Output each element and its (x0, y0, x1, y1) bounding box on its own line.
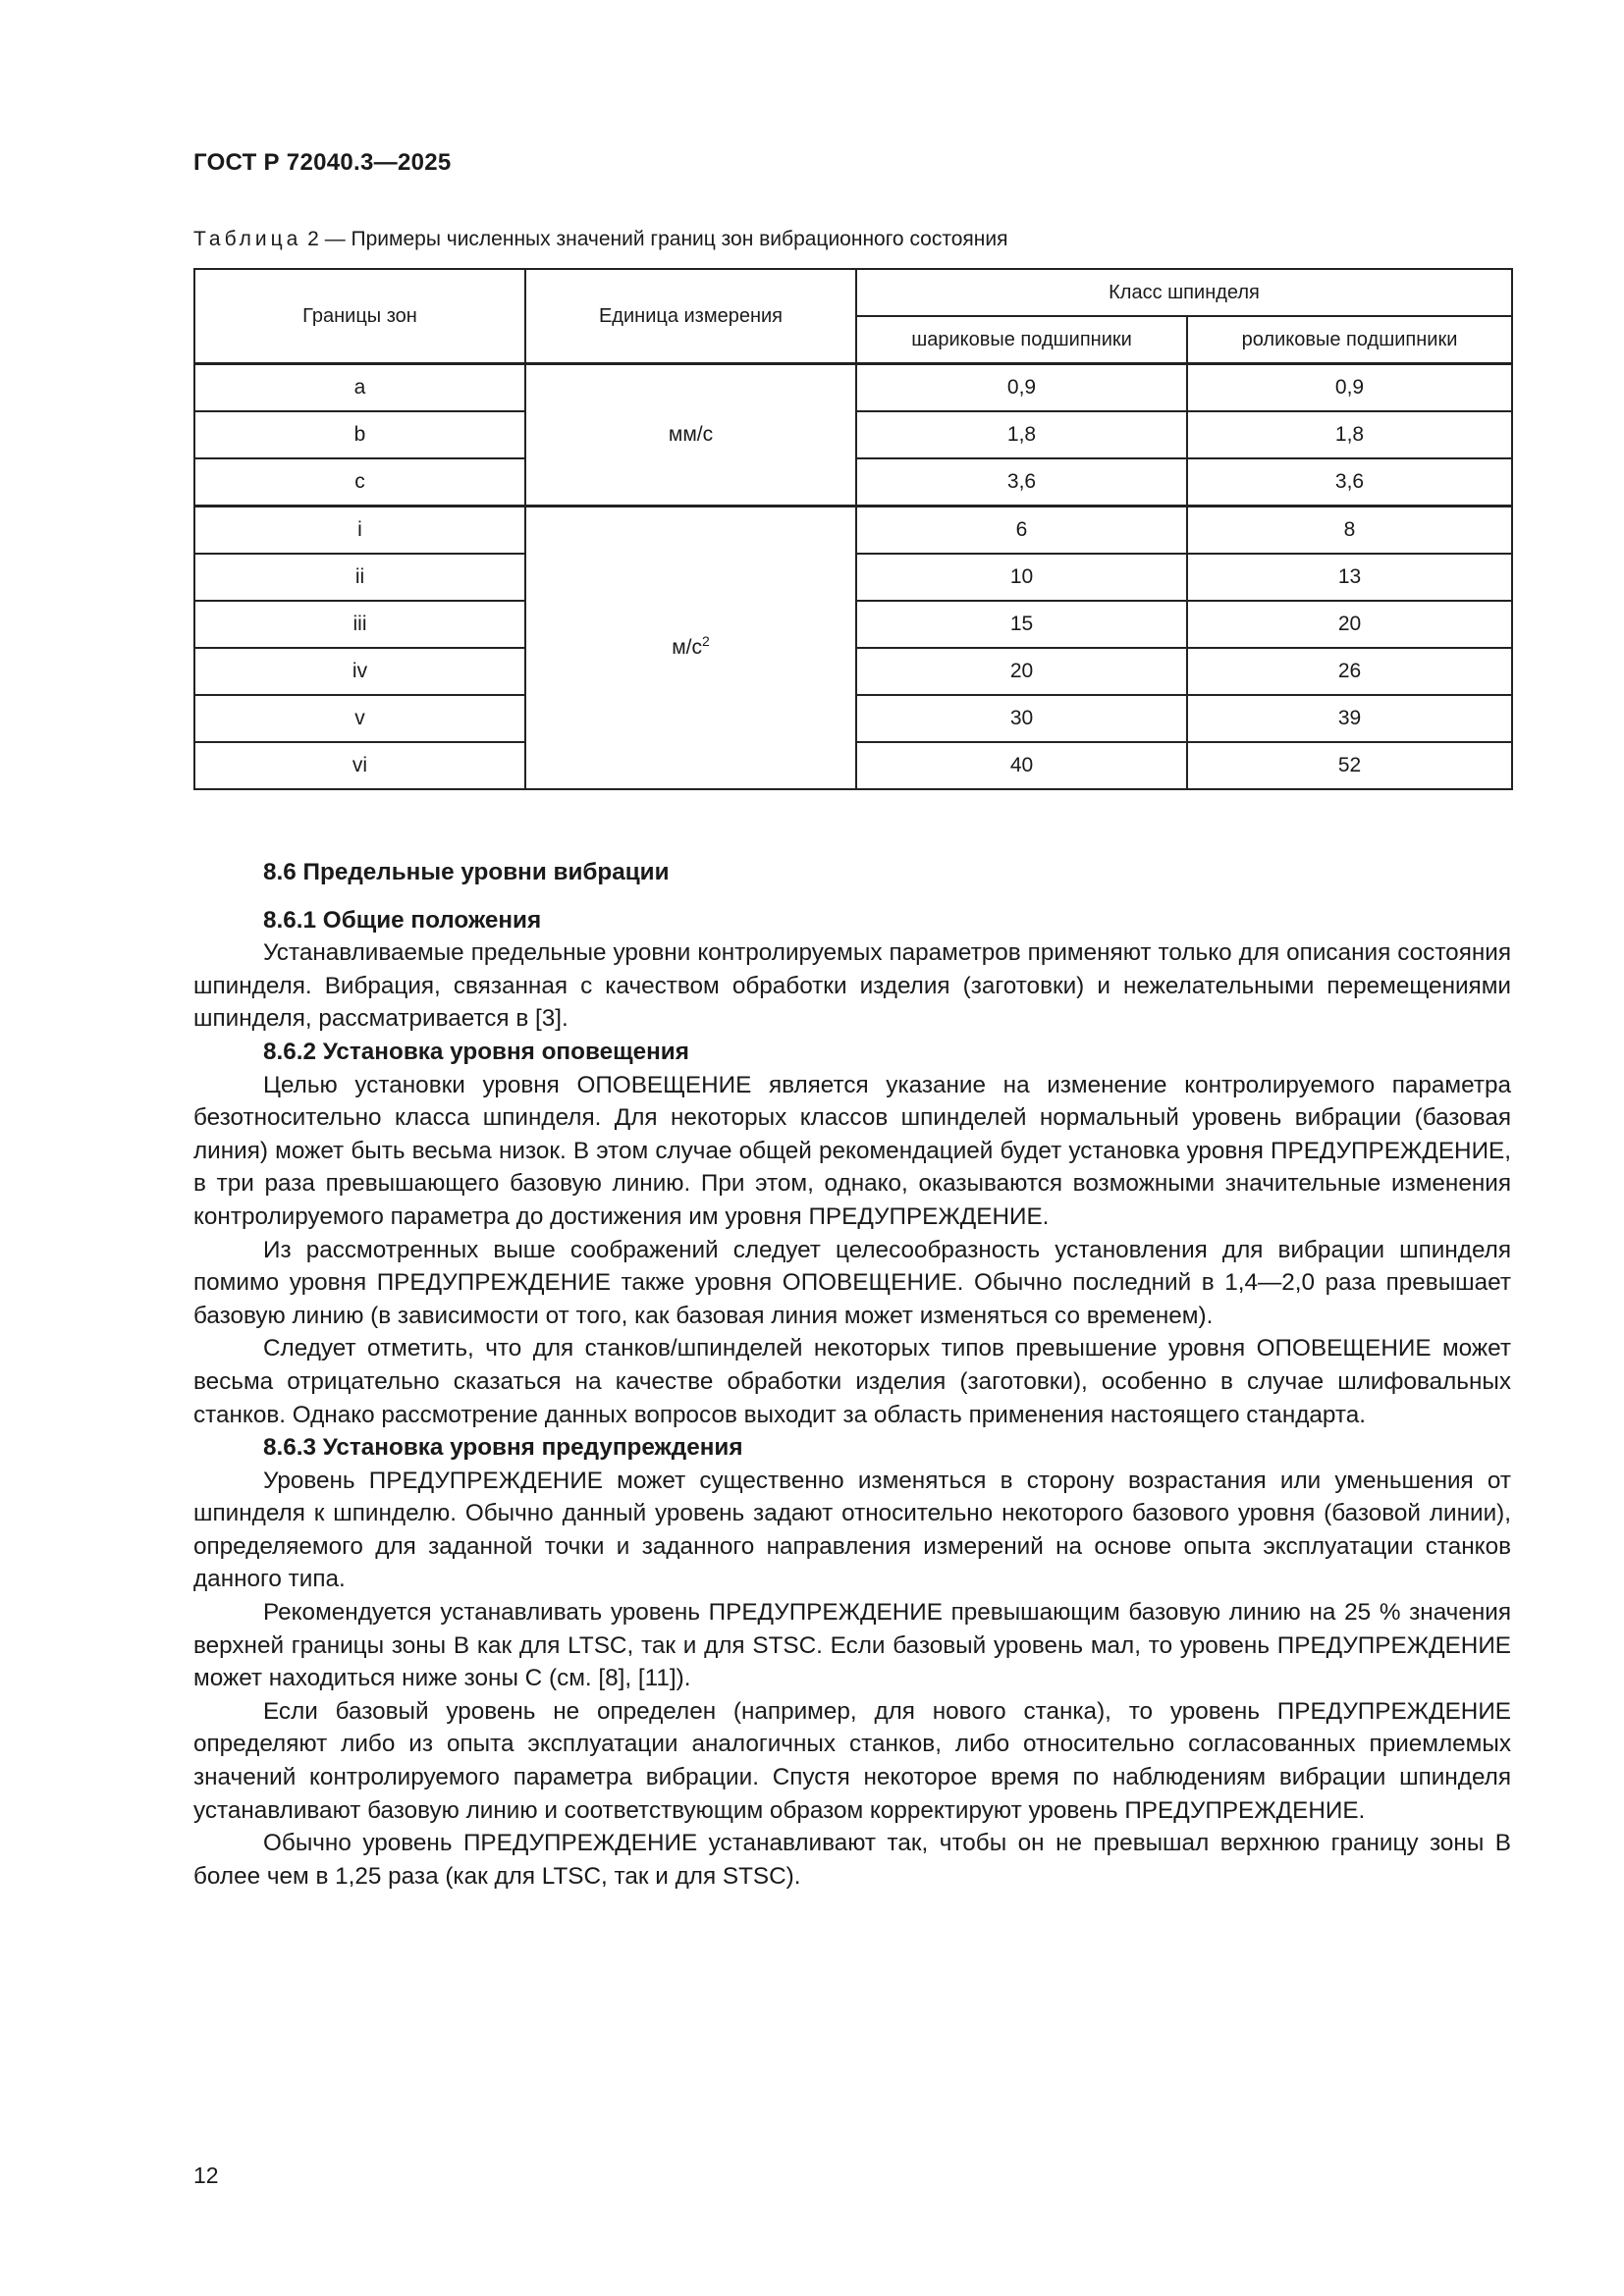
table-row (194, 507, 1512, 555)
unit-cell-acceleration (525, 507, 856, 790)
ball-value-cell: 1,8 (856, 411, 1187, 458)
roller-value-cell: 0,9 (1187, 364, 1512, 412)
zone-cell: iv (194, 648, 525, 695)
zone-cell: b (194, 411, 525, 458)
ball-value-cell: 0,9 (856, 364, 1187, 412)
zone-cell: v (194, 695, 525, 742)
zone-cell: iii (194, 601, 525, 648)
zone-cell: vi (194, 742, 525, 789)
table-caption-text: 2 — Примеры численных значений границ зон вибрационного состояния (301, 228, 1008, 250)
zone-cell: i (194, 507, 525, 555)
ball-value-cell: 15 (856, 601, 1187, 648)
ball-value-cell: 6 (856, 507, 1187, 555)
section-heading: 8.6 Предельные уровни вибрации (263, 859, 670, 885)
roller-value-cell: 13 (1187, 554, 1512, 601)
paragraph: Если базовый уровень не определен (например, для нового станка), то уровень ПРЕДУПРЕЖДЕНИЕ определяют либо из опыта эксплуатации аналогичных станков, либо относительно согласованных приемлемых значений контролируемого параметра вибрации. Спустя некоторое время по наблюдениям вибрации шпинделя устанавливают базовую линию и соответствующим образом корректируют уровень ПРЕДУПРЕЖДЕНИЕ. (193, 1697, 1511, 1824)
table-row (194, 364, 1512, 412)
section-body (193, 856, 1511, 1893)
header-roller-bearings: роликовые подшипники (1187, 316, 1512, 364)
roller-value-cell: 3,6 (1187, 458, 1512, 507)
header-zone: Границы зон (194, 269, 525, 364)
paragraph: Обычно уровень ПРЕДУПРЕЖДЕНИЕ устанавливают так, чтобы он не превышал верхнюю границу зоны В более чем в 1,25 раза (как для LTSC, так и для STSC). (193, 1830, 1511, 1890)
roller-value-cell: 39 (1187, 695, 1512, 742)
table-caption (193, 228, 1008, 251)
table-caption-prefix: Таблица (193, 228, 302, 250)
subsection-heading: 8.6.3 Установка уровня предупреждения (263, 1434, 743, 1462)
paragraph: Из рассмотренных выше соображений следует целесообразность установления для вибрации шпинделя помимо уровня ПРЕДУПРЕЖДЕНИЕ также уровня ОПОВЕЩЕНИЕ. Обычно последний в 1,4—2,0 раза превышает базовую линию (в зависимости от того, как базовая линия может изменяться со временем). (193, 1236, 1511, 1329)
document-header: ГОСТ Р 72040.3—2025 (193, 149, 452, 176)
header-ball-bearings: шариковые подшипники (856, 316, 1187, 364)
unit-acceleration-base: м/с (672, 636, 702, 659)
paragraph: Уровень ПРЕДУПРЕЖДЕНИЕ может существенно изменяться в сторону возрастания или уменьшения от шпинделя к шпинделю. Обычно данный уровень задают относительно некоторого базового уровня (базовой линии), определяемого для заданной точки и заданного направления измерений на основе опыта эксплуатации станков данного типа. (193, 1467, 1511, 1593)
subsection-heading: 8.6.1 Общие положения (263, 906, 542, 934)
roller-value-cell: 26 (1187, 648, 1512, 695)
ball-value-cell: 10 (856, 554, 1187, 601)
ball-value-cell: 30 (856, 695, 1187, 742)
ball-value-cell: 3,6 (856, 458, 1187, 507)
roller-value-cell: 52 (1187, 742, 1512, 789)
roller-value-cell: 20 (1187, 601, 1512, 648)
zone-cell: c (194, 458, 525, 507)
zone-limits-table (193, 268, 1513, 790)
paragraph: Устанавливаемые предельные уровни контролируемых параметров применяют только для описания состояния шпинделя. Вибрация, связанная с качеством обработки изделия (заготовки) и нежелательными перемещениями шпинделя, рассматривается в [3]. (193, 939, 1511, 1033)
zone-cell: ii (194, 554, 525, 601)
header-spindle-class: Класс шпинделя (856, 269, 1512, 316)
paragraph: Целью установки уровня ОПОВЕЩЕНИЕ является указание на изменение контролируемого параметра безотносительно класса шпинделя. Для некоторых классов шпинделей нормальный уровень вибрации (базовая линия) может быть весьма низок. В этом случае общей рекомендацией будет установка уровня ПРЕДУПРЕЖДЕНИЕ, в три раза превышающего базовую линию. При этом, однако, оказываются возможными значительные изменения контролируемого параметра до достижения им уровня ПРЕДУПРЕЖДЕНИЕ. (193, 1071, 1511, 1230)
unit-acceleration-exponent: 2 (701, 633, 710, 649)
page-number: 12 (193, 2163, 219, 2188)
unit-cell-velocity: мм/с (525, 364, 856, 507)
paragraph: Следует отметить, что для станков/шпинделей некоторых типов превышение уровня ОПОВЕЩЕНИЕ может весьма отрицательно сказаться на качестве обработки изделия (заготовки), особенно в случае шлифовальных станков. Однако рассмотрение данных вопросов выходит за область применения настоящего стандарта. (193, 1335, 1511, 1428)
roller-value-cell: 1,8 (1187, 411, 1512, 458)
ball-value-cell: 40 (856, 742, 1187, 789)
roller-value-cell: 8 (1187, 507, 1512, 555)
paragraph: Рекомендуется устанавливать уровень ПРЕДУПРЕЖДЕНИЕ превышающим базовую линию на 25 % значения верхней границы зоны В как для LTSC, так и для STSC. Если базовый уровень мал, то уровень ПРЕДУПРЕЖДЕНИЕ может находиться ниже зоны С (см. [8], [11]). (193, 1599, 1511, 1692)
zone-cell: a (194, 364, 525, 412)
subsection-heading: 8.6.2 Установка уровня оповещения (263, 1038, 689, 1065)
header-unit: Единица измерения (525, 269, 856, 364)
ball-value-cell: 20 (856, 648, 1187, 695)
